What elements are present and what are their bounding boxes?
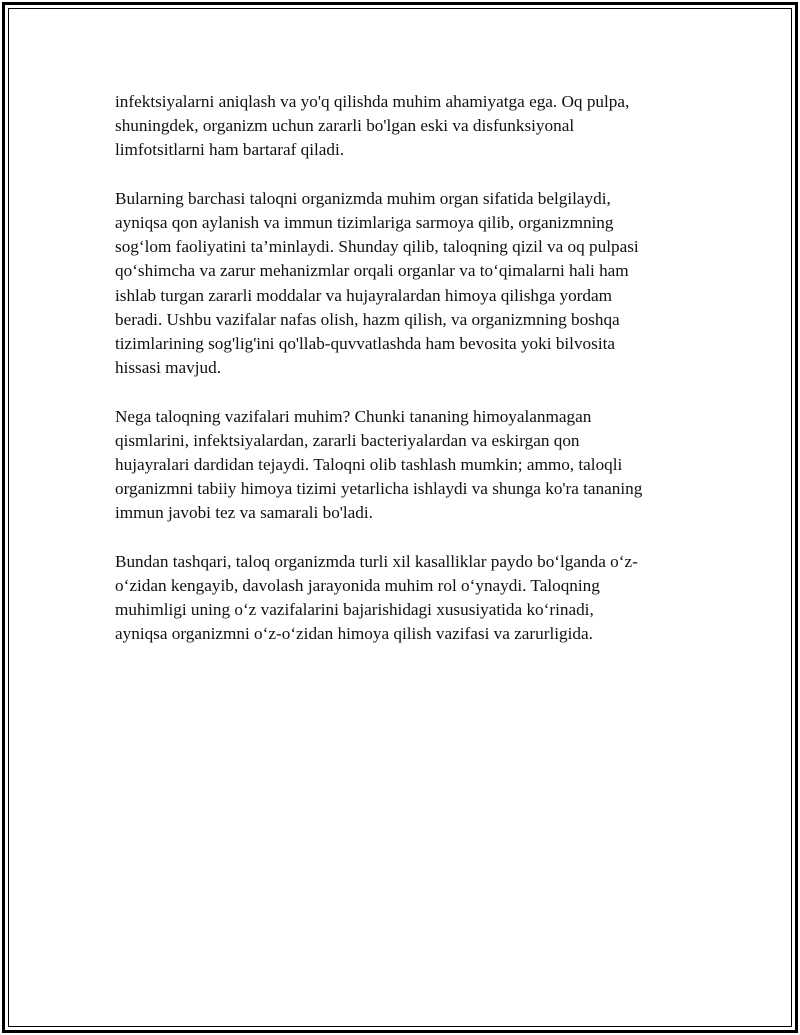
paragraph-4: Bundan tashqari, taloq organizmda turli xil kasalliklar paydo bo‘lganda o‘z- o‘zidan kengayib, davolash jarayonida muhim rol o‘ynaydi. Taloqning muhimligi uning o‘z vazifalarini bajarishidagi xususiyatida ko‘rinadi, ayniqsa organizmni o‘z-o‘zidan himoya qilish vazifasi va zarurligida.	[115, 551, 638, 644]
paragraph-3: Nega taloqning vazifalari muhim? Chunki tananing himoyalanmagan qismlarini, infektsiyalardan, zararli bacteriyalardan va eskirgan qon hujayralari dardidan tejaydi. Taloqni olib tashlash mumkin; ammo, taloqli organizmni tabiiy himoya tizimi yetarlicha ishlaydi va shunga ko'ra tananing immun javobi tez va samarali bo'ladi.	[115, 406, 643, 523]
document-body	[115, 90, 700, 671]
paragraph-1: infektsiyalarni aniqlash va yo'q qilishda muhim ahamiyatga ega. Oq pulpa, shuningdek, organizm uchun zararli bo'lgan eski va disfunksiyonal limfotsitlarni ham bartaraf qiladi.	[115, 92, 630, 160]
paragraph-2: Bularning barchasi taloqni organizmda muhim organ sifatida belgilaydi, ayniqsa qon aylanish va immun tizimlariga sarmoya qilib, organizmning sog‘lom faoliyatini ta’minlaydi. Shunday qilib, taloqning qizil va oq pulpasi qo‘shimcha va zarur mehanizmlar orqali organlar va to‘qimalarni hali ham ishlab turgan zararli moddalar va hujayralardan himoya qilishga yordam beradi. Ushbu vazifalar nafas olish, hazm qilish, va organizmning boshqa tizimlarining sog'lig'ini qo'llab-quvvatlashda ham bevosita yoki bilvosita hissasi mavjud.	[115, 188, 639, 378]
